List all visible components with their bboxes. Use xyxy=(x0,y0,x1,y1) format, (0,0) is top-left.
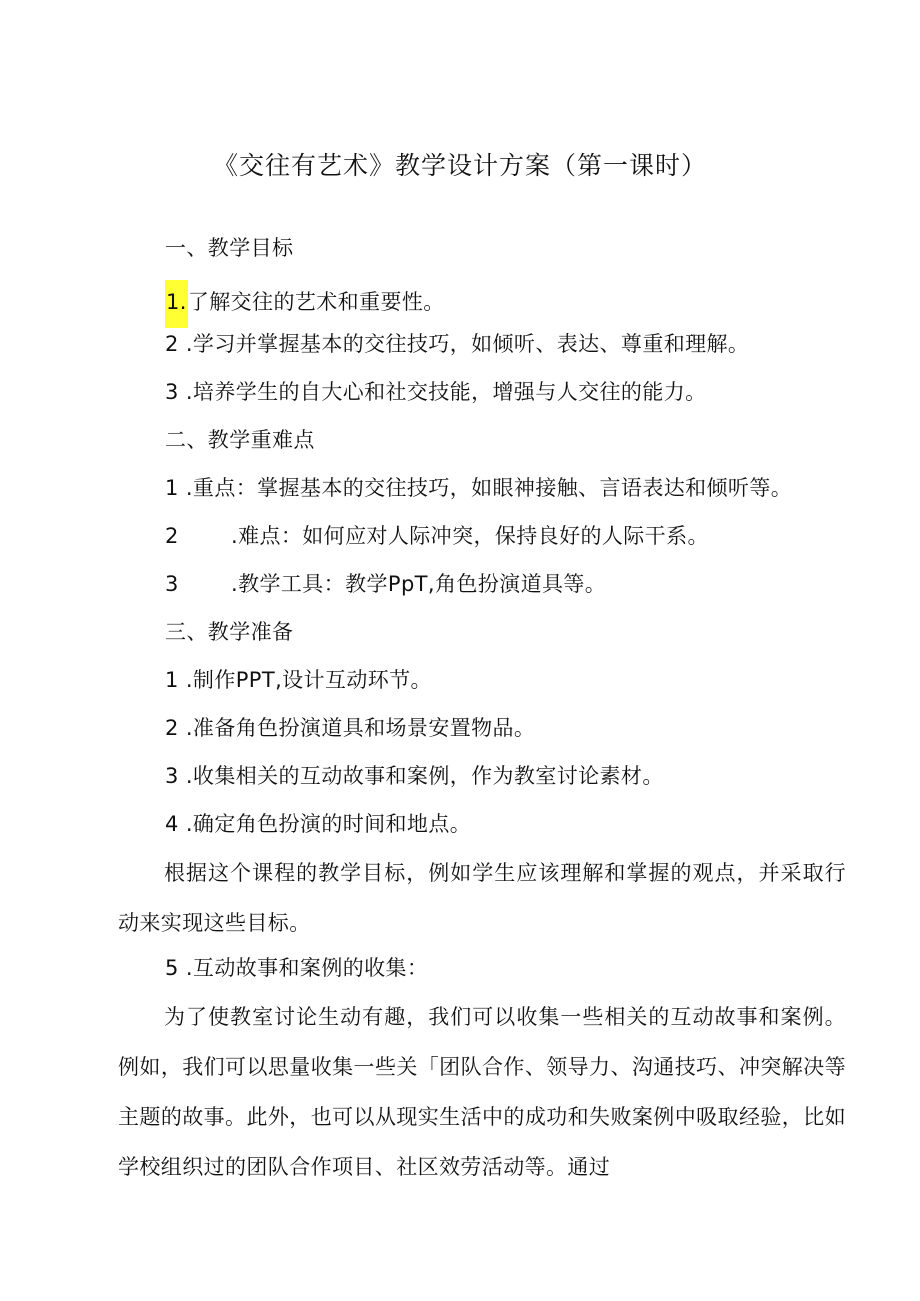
preparation-item-4 xyxy=(165,808,471,840)
keypoint-text: .难点：如何应对人际冲突，保持良好的人际干系。 xyxy=(231,524,709,548)
item-number: 5 xyxy=(165,956,179,980)
preparation-text: .确定角色扮演的时间和地点。 xyxy=(185,812,472,836)
preparation-item-2 xyxy=(165,712,535,744)
objective-item-3 xyxy=(165,376,707,408)
paragraph-story-collection: 为了使教室讨论生动有趣，我们可以收集一些相关的互动故事和案例。例如，我们可以思量收集一些关「团队合作、领导力、沟通技巧、冲突解决等主题的故事。此外，也可以从现实生活中的成功和失败案例中吸取经验，比如学校组织过的团队合作项目、社区效劳活动等。通过 xyxy=(118,1005,846,1179)
item-text: .互动故事和案例的收集： xyxy=(185,956,429,980)
objective-number: 2 xyxy=(165,332,179,356)
keypoint-item-3 xyxy=(165,568,606,600)
section-heading-keypoints: 二、教学重难点 xyxy=(165,428,315,452)
keypoint-item-1 xyxy=(165,472,792,504)
keypoint-number: 3 xyxy=(165,572,179,596)
objective-text: .学习并掌握基本的交往技巧，如倾听、表达、尊重和理解。 xyxy=(185,332,750,356)
preparation-item-1 xyxy=(165,664,432,696)
preparation-text: .收集相关的互动故事和案例，作为教室讨论素材。 xyxy=(185,764,664,788)
preparation-text: .制作PPT,设计互动环节。 xyxy=(185,668,432,692)
preparation-number: 1 xyxy=(165,668,179,692)
objective-number: 3 xyxy=(165,380,179,404)
preparation-item-3 xyxy=(165,760,664,792)
document-title: 《交往有艺术》教学设计方案（第一课时） xyxy=(212,151,707,180)
section-heading-objectives: 一、教学目标 xyxy=(165,236,294,260)
objective-text: .培养学生的自大心和社交技能，增强与人交往的能力。 xyxy=(185,380,707,404)
preparation-number: 4 xyxy=(165,812,179,836)
keypoint-item-2 xyxy=(165,520,709,552)
objective-item-2 xyxy=(165,328,749,360)
keypoint-text: .重点：掌握基本的交往技巧，如眼神接触、言语表达和倾听等。 xyxy=(185,476,793,500)
item-5-story-collection xyxy=(165,952,428,984)
objective-item-1 xyxy=(165,280,445,328)
paragraph-objectives-summary: 根据这个课程的教学目标，例如学生应该理解和掌握的观点，并采取行动来实现这些目标。 xyxy=(118,861,846,935)
keypoint-text: .教学工具：教学PpT,角色扮演道具等。 xyxy=(231,572,607,596)
objective-number-highlighted: 1. xyxy=(165,280,188,328)
objective-text: 了解交往的艺术和重要性。 xyxy=(187,290,445,314)
preparation-number: 2 xyxy=(165,716,179,740)
keypoint-number: 1 xyxy=(165,476,179,500)
preparation-text: .准备角色扮演道具和场景安置物品。 xyxy=(185,716,536,740)
keypoint-number: 2 xyxy=(165,524,179,548)
preparation-number: 3 xyxy=(165,764,179,788)
section-heading-preparation: 三、教学准备 xyxy=(165,620,294,644)
